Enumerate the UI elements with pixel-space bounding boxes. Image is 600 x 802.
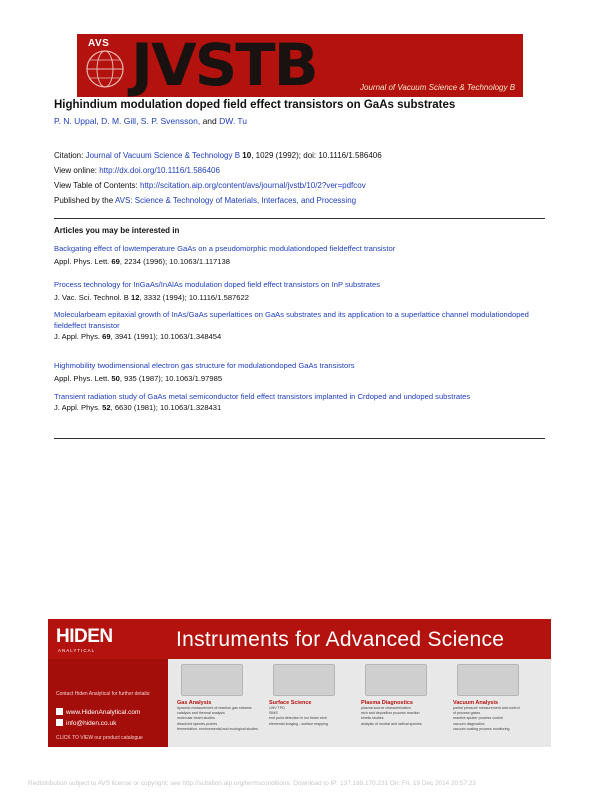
product-line: analysis of neutral and radical species [361,721,422,726]
product-image [273,664,335,696]
publisher-label: Published by the [54,196,114,205]
society-logo-text: AVS [88,38,110,49]
related-article-link[interactable]: Transient radiation study of GaAs metal semiconductor field effect transistors implanted in Crdoped and undoped substrates [54,392,471,401]
product-line: dynamic measurement of reaction gas streams [177,706,252,710]
related-article-ref: Appl. Phys. Lett. 50, 935 (1987); 10.1063/1.97985 [54,374,223,383]
ad-product-column [175,664,263,732]
ad-brand-logo: HIDEN [56,626,113,647]
doi-link[interactable]: http://dx.doi.org/10.1116/1.586406 [99,166,220,175]
publisher-line [54,196,356,205]
product-image [457,664,519,696]
publisher-link[interactable]: AVS: Science & Technology of Materials, Interfaces, and Processing [114,196,357,205]
ad-email-row[interactable]: info@hiden.co.uk [56,719,116,727]
ad-header [48,619,551,659]
journal-name: Journal of Vacuum Science & Technology B [360,83,516,92]
product-line: reactive sputter process control [453,716,503,721]
author-conjunction: and [202,116,217,126]
author-link[interactable]: S. P. Svensson [140,116,198,126]
related-article-ref: J. Appl. Phys. 69, 3941 (1991); 10.1063/1.348454 [54,332,222,341]
ad-product-column [267,664,355,727]
related-article-link[interactable]: Molecularbeam epitaxial growth of InAs/GaAs superlattices on GaAs substrates and its application to a superlattice channel modulationdoped fieldeffect transistor [54,310,529,330]
divider [54,438,545,439]
related-article-ref: J. Vac. Sci. Technol. B 12, 3332 (1994); 10.1116/1.587622 [54,293,249,302]
product-line: vacuum coating process monitoring [453,726,510,731]
journal-banner[interactable] [77,34,523,97]
product-line: UHV TPD [269,706,285,710]
toc-label: View Table of Contents: [54,181,138,190]
product-line: molecular beam studies [177,716,215,721]
ad-brand-sub: ANALYTICAL [58,648,96,653]
related-article-link[interactable]: Process technology for InGaAs/InAlAs modulation doped field effect transistors on InP substrates [54,280,381,289]
citation-details: , 1029 (1992); doi: 10.1116/1.586406 [251,151,382,160]
related-article-ref: J. Appl. Phys. 52, 6630 (1981); 10.1063/1.328431 [54,403,222,412]
author-link[interactable]: D. M. Gill [101,116,137,126]
view-online-line [54,166,220,175]
citation-volume: 10 [242,151,252,160]
product-line: kinetic studies [361,716,384,721]
related-article [54,309,534,342]
paper-title: Highindium modulation doped field effect transistors on GaAs substrates [54,99,456,111]
related-articles-heading: Articles you may be interested in [54,226,180,235]
related-article-ref: Appl. Phys. Lett. 69, 2234 (1996); 10.1063/1.117138 [54,257,230,266]
related-article [54,391,534,413]
toc-link[interactable]: http://scitation.aip.org/content/avs/journal/jvstb/10/2?ver=pdfcov [140,181,366,190]
journal-logo: JVSTB [131,34,317,97]
ad-contact-intro: Contact Hiden Analytical for further details: [56,691,151,697]
author-link[interactable]: DW. Tu [219,116,247,126]
product-heading: Vacuum Analysis [453,700,499,706]
ad-contact-panel [48,659,168,747]
related-article [54,355,534,384]
product-line: of process gases [453,711,481,716]
citation-journal-link[interactable]: Journal of Vacuum Science & Technology B [85,151,241,160]
author-link[interactable]: P. N. Uppal [54,116,97,126]
product-heading: Gas Analysis [177,700,212,706]
web-icon [56,708,63,715]
ad-website-row[interactable]: www.HidenAnalytical.com [56,708,140,716]
product-line: elemental imaging - surface mapping [269,721,328,726]
ad-catalogue-link[interactable]: CLICK TO VIEW our product catalogue [56,735,143,741]
related-article [54,238,534,267]
product-line: end point detection in ion beam etch [269,716,327,721]
toc-line [54,181,366,190]
product-heading: Plasma Diagnostics [361,700,413,706]
product-image [365,664,427,696]
product-line: etch and deposition process reaction [361,711,420,716]
product-image [181,664,243,696]
product-line: partial pressure measurement and control [453,706,520,710]
product-line: vacuum diagnostics [453,721,485,726]
divider [54,218,545,219]
redistribution-footer: Redistribution subject to AVS license or copyright; see http://scitation.aip.org/termsconditions. Download to IP: 137.189.170.231 On: Fri, 19 Dec 2014 20:57:23 [28,780,476,787]
related-article-link[interactable]: Backgating effect of lowtemperature GaAs on a pseudomorphic modulationdoped fieldeffect transistor [54,244,396,253]
email-icon [56,719,63,726]
product-line: fermentation, environmental and ecological studies [177,726,258,731]
ad-tagline: Instruments for Advanced Science [176,628,505,651]
related-article [54,274,534,303]
product-line: SIMS [269,711,278,716]
citation-label: Citation: [54,151,84,160]
ad-product-column [451,664,539,732]
related-article-link[interactable]: Highmobility twodimensional electron gas structure for modulationdoped GaAs transistors [54,361,355,370]
product-line: catalysis and thermal analysis [177,711,225,716]
product-heading: Surface Science [269,700,312,706]
advertisement-banner[interactable] [48,619,551,747]
ad-product-column [359,664,447,727]
author-list: P. N. Uppal, D. M. Gill, S. P. Svensson, and DW. Tu [54,116,247,126]
citation-line [54,151,382,160]
product-line: dissolved species probes [177,721,218,726]
product-line: plasma source characterization [361,706,411,710]
view-online-label: View online: [54,166,97,175]
